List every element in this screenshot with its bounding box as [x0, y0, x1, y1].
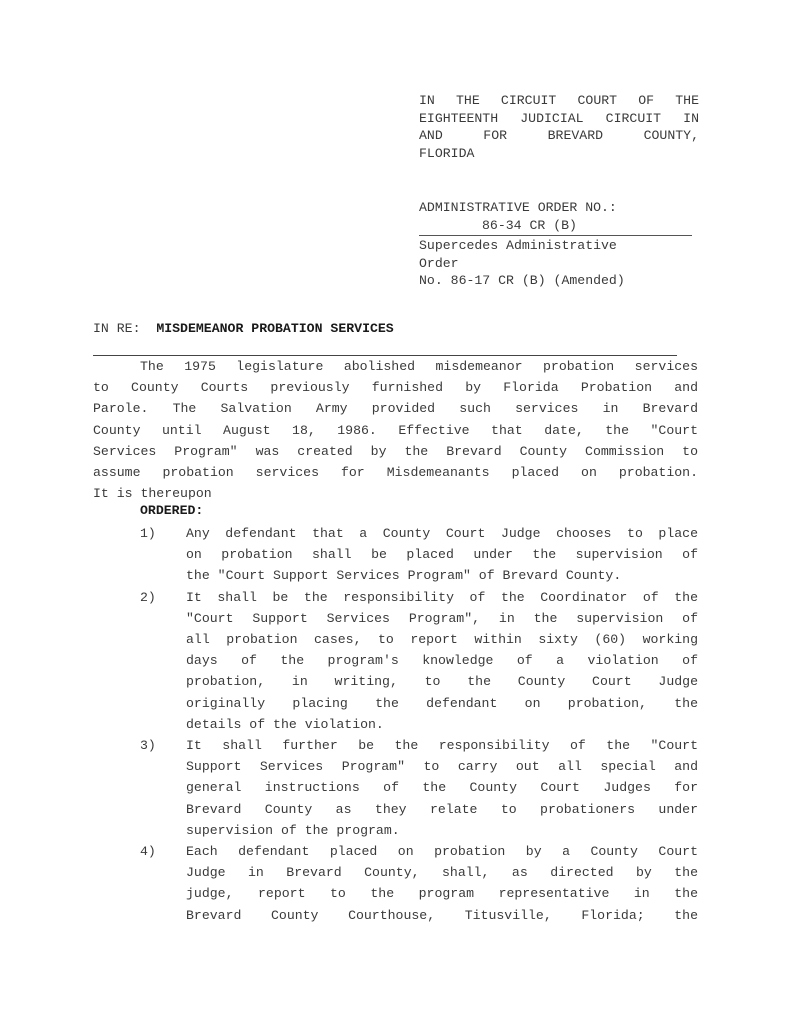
preamble-paragraph	[93, 356, 698, 504]
item-line: Support Services Program" to carry out all special and	[186, 759, 698, 775]
ordered-label: ORDERED:	[140, 503, 204, 518]
supersedes-line: Supercedes Administrative	[419, 238, 617, 254]
item-line: all probation cases, to report within sixty (60) working	[186, 632, 698, 648]
court-caption	[419, 92, 699, 162]
ordered-items	[140, 523, 698, 926]
item-line: general instructions of the County Court Judges for	[186, 780, 698, 796]
preamble-line: It is thereupon	[93, 486, 212, 502]
ordered-item	[140, 841, 698, 926]
preamble-line: County until August 18, 1986. Effective that date, the "Court	[93, 422, 698, 438]
item-line: the "Court Support Services Program" of Brevard County.	[186, 568, 622, 584]
order-label: ADMINISTRATIVE ORDER NO.:	[419, 200, 617, 215]
item-line: Brevard County as they relate to probationers under	[186, 801, 698, 817]
supersedes-line: Order	[419, 255, 459, 271]
supersedes-line: No. 86-17 CR (B) (Amended)	[419, 273, 625, 289]
preamble-line: assume probation services for Misdemeanants placed on probation.	[93, 465, 698, 481]
item-line: Judge in Brevard County, shall, as directed by the	[186, 865, 698, 881]
item-line: "Court Support Services Program", in the supervision of	[186, 610, 698, 626]
caption-line: IN THE CIRCUIT COURT OF THE	[419, 93, 699, 108]
administrative-order-block	[419, 199, 699, 290]
item-line: originally placing the defendant on probation, the	[186, 695, 698, 711]
item-number: 3)	[140, 738, 156, 754]
item-line: details of the violation.	[186, 716, 384, 732]
caption-line: EIGHTEENTH JUDICIAL CIRCUIT IN	[419, 110, 699, 126]
item-line: probation, in writing, to the County Court Judge	[186, 674, 698, 690]
caption-line: AND FOR BREVARD COUNTY,	[419, 128, 699, 144]
item-number: 1)	[140, 526, 156, 541]
item-line: Each defendant placed on probation by a County Court	[186, 844, 698, 860]
ordered-item	[140, 523, 698, 587]
item-line: supervision of the program.	[186, 822, 400, 838]
ordered-item	[140, 735, 698, 841]
ordered-item	[140, 587, 698, 735]
item-line: on probation shall be placed under the supervision of	[186, 547, 698, 563]
preamble-line: Parole. The Salvation Army provided such services in Brevard	[93, 401, 698, 417]
in-re-subject: MISDEMEANOR PROBATION SERVICES	[156, 321, 394, 336]
caption-line: FLORIDA	[419, 145, 475, 161]
item-line: days of the program's knowledge of a violation of	[186, 653, 698, 669]
in-re-heading	[93, 320, 394, 338]
preamble-line: Services Program" was created by the Brevard County Commission to	[93, 443, 698, 459]
item-line: judge, report to the program representative in the	[186, 886, 698, 902]
item-line: It shall be the responsibility of the Coordinator of the	[186, 589, 698, 605]
item-line: Any defendant that a County Court Judge chooses to place	[186, 526, 698, 541]
preamble-line: to County Courts previously furnished by Florida Probation and	[93, 380, 698, 396]
item-line: It shall further be the responsibility of the "Court	[186, 738, 698, 754]
preamble-line: The 1975 legislature abolished misdemeanor probation services	[140, 359, 698, 374]
item-line: Brevard County Courthouse, Titusville, Florida; the	[186, 907, 698, 923]
item-number: 2)	[140, 589, 156, 605]
order-number: 86-34 CR (B)	[419, 217, 692, 237]
in-re-prefix: IN RE:	[93, 321, 141, 336]
item-number: 4)	[140, 844, 156, 860]
